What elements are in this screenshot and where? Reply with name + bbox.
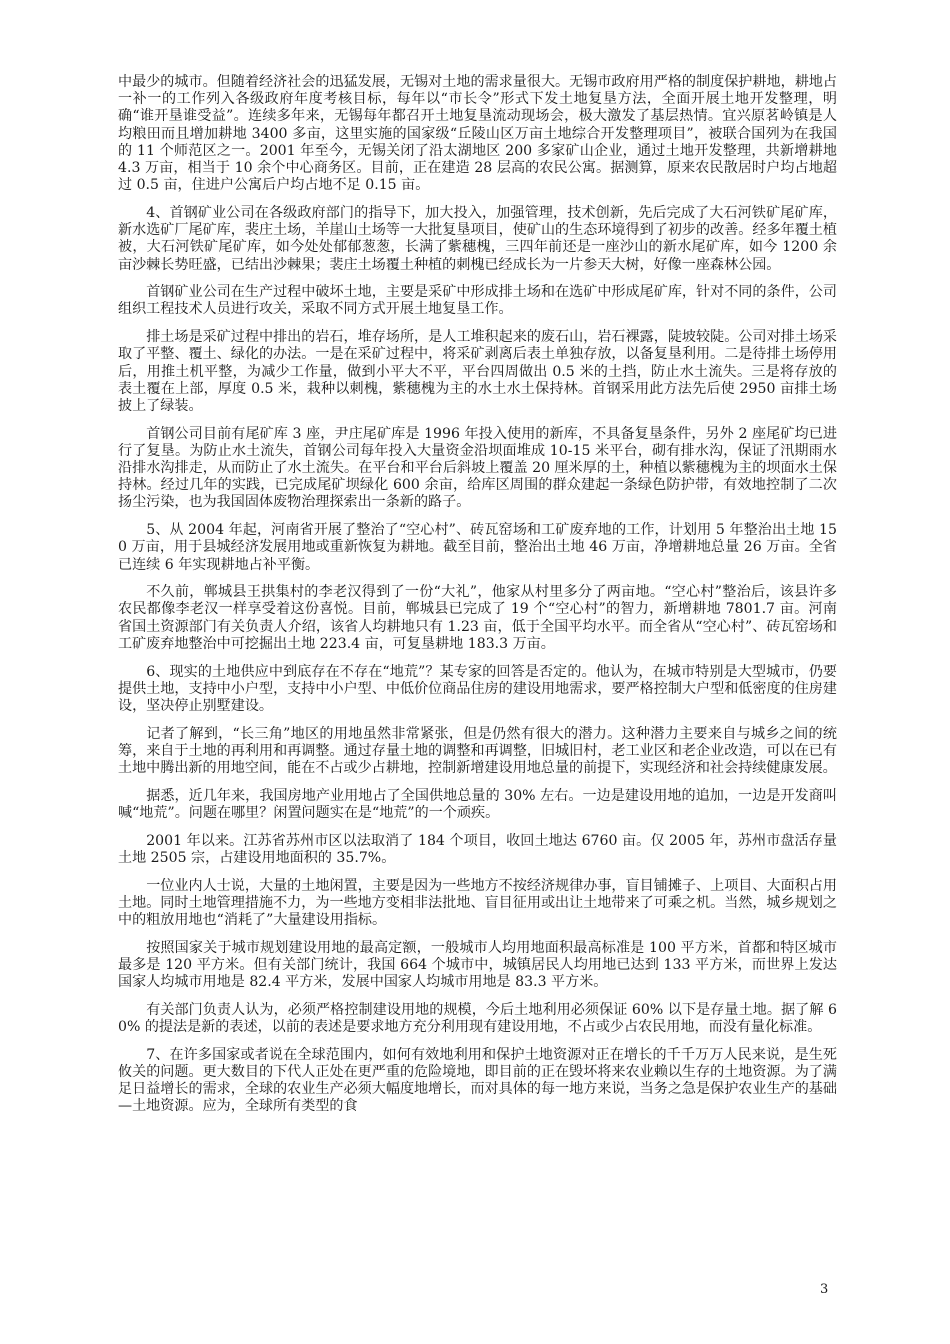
paragraph: 不久前，郸城县王拱集村的李老汉得到了一份“大礼”，他家从村里多分了两亩地。“空心村”整治后，该县许多农民都像李老汉一样享受着这份喜悦。目前，郸城县已完成了 19 个“空心村”的智力，新增耕地 7801.7 亩。河南省国土资源部门有关负责人介绍，该省人均耕地只有 1.23 亩，低于全国平均水平。而全省从“空心村”、砖瓦窑场和工矿废弃地整治中可挖掘出土地 223.4 亩，可复垦耕地 183.3 万亩。	[118, 584, 837, 652]
paragraph-section-7: 7、在许多国家或者说在全球范围内，如何有效地利用和保护土地资源对正在增长的千千万万人民来说，是生死攸关的问题。更大数目的下代人正处在更严重的危险境地，即目前的正在毁坏将来农业赖以生存的土地资源。为了满足日益增长的需求，全球的农业生产必须大幅度地增长，而对具体的每一地方来说，当务之急是保护农业生产的基础—土地资源。应为，全球所有类型的食	[118, 1046, 837, 1115]
document-body	[118, 74, 837, 1126]
paragraph: 2001 年以来。江苏省苏州市区以法取消了 184 个项目，收回土地达 6760 亩。仅 2005 年，苏州市盘活存量土地 2505 宗，占建设用地面积的 35.7%。	[118, 832, 837, 866]
paragraph: 有关部门负责人认为，必须严格控制建设用地的规模，今后土地利用必须保证 60% 以下是存量土地。据了解 60% 的提法是新的表述，以前的表述是要求地方充分利用现有建设用地，不占或少占农民用地，而没有量化标准。	[118, 1001, 837, 1036]
paragraph: 排土场是采矿过程中排出的岩石，堆存场所，是人工堆积起来的废石山，岩石裸露，陡坡较陡。公司对排土场采取了平整、覆土、绿化的办法。一是在采矿过程中，将采矿剥离后表土单独存放，以备复垦利用。二是待排土场停用后，用推土机平整，为减少工作量，做到小平大不平，平台四周做出 0.5 米的土挡，防止水土流失。三是将存放的表土覆在上部，厚度 0.5 米，栽种以刺槐，紫穗槐为主的水土水土保持林。首钢采用此方法先后使 2950 亩排土场披上了绿装。	[118, 329, 837, 414]
paragraph-section-5: 5、从 2004 年起，河南省开展了整治了“空心村”、砖瓦窑场和工矿废弃地的工作，计划用 5 年整治出土地 150 万亩，用于县城经济发展用地或重新恢复为耕地。截至目前，整治出土地 46 万亩，净增耕地总量 26 万亩。全省已连续 6 年实现耕地占补平衡。	[118, 522, 837, 573]
paragraph-continuation: 中最少的城市。但随着经济社会的迅猛发展，无锡对土地的需求量很大。无锡市政府用严格的制度保护耕地，耕地占一补一的工作列入各级政府年度考核目标，每年以“市长令”形式下发土地复垦方法，全面开展土地开发整理，明确“谁开垦谁受益”。连续多年来，无锡每年都召开土地复垦流动现场会，极大激发了基层热情。宜兴原茗岭镇是人均粮田而且增加耕地 3400 多亩，这里实施的国家级“丘陵山区万亩土地综合开发整理项目”，被联合国列为在我国的 11 个师范区之一。2001 年至今，无锡关闭了沿太湖地区 200 多家矿山企业，通过土地开发整理，共新增耕地 4.3 万亩，相当于 10 余个中心商务区。目前，正在建造 28 层高的农民公寓。据测算，原来农民散居时户均占地超过 0.5 亩，住进户公寓后户均占地不足 0.15 亩。	[118, 74, 837, 194]
paragraph: 记者了解到，“长三角”地区的用地虽然非常紧张，但是仍然有很大的潜力。这种潜力主要来自与城乡之间的统筹，来自于土地的再利用和再调整。通过存量土地的调整和再调整，旧城旧村，老工业区和老企业改造，可以在已有土地中腾出新的用地空间，能在不占或少占耕地，控制新增建设用地总量的前提下，实现经济和社会持续健康发展。	[118, 725, 837, 777]
page-number: 3	[820, 1282, 829, 1297]
paragraph: 按照国家关于城市规划建设用地的最高定额，一般城市人均用地面积最高标准是 100 平方米，首都和特区城市最多是 120 平方米。但有关部门统计，我国 664 个城市中，城镇居民人均用地已达到 133 平方米，而世界上发达国家人均城市用地是 82.4 平方米，发展中国家人均城市用地是 83.3 平方米。	[118, 939, 837, 991]
paragraph: 一位业内人士说，大量的土地闲置，主要是因为一些地方不按经济规律办事，盲目铺摊子、上项目、大面积占用土地。同时土地管理措施不力，为一些地方变相非法批地、盲目征用或出让土地带来了可乘之机。当然，城乡规划之中的粗放用地也“消耗了”大量建设用指标。	[118, 877, 837, 929]
paragraph-section-4: 4、首钢矿业公司在各级政府部门的指导下，加大投入，加强管理，技术创新，先后完成了大石河铁矿尾矿库，新水选矿厂尾矿库，裴庄土场，羊崖山土场等一大批复垦项目，使矿山的生态环境得到了初步的改善。经多年覆土植被，大石河铁矿尾矿库，如今处处郁郁葱葱，长满了紫穗槐，三四年前还是一座沙山的新水尾矿库，如今 1200 余亩沙棘长势旺盛，已结出沙棘果；裴庄土场覆土种植的刺槐已经成长为一片参天大树，好像一座森林公园。	[118, 204, 837, 273]
paragraph-section-6: 6、现实的土地供应中到底存在不存在“地荒”？某专家的回答是否定的。他认为，在城市特别是大型城市，仍要提供土地，支持中小户型，支持中小户型、中低价位商品住房的建设用地需求，要严格控制大户型和低密度的住房建设，坚决停止别墅建设。	[118, 663, 837, 714]
paragraph: 首钢矿业公司在生产过程中破坏土地，主要是采矿中形成排土场和在选矿中形成尾矿库，针对不同的条件，公司组织工程技术人员进行攻关，采取不同方式开展土地复垦工作。	[118, 284, 837, 318]
paragraph: 据悉，近几年来，我国房地产业用地占了全国供地总量的 30% 左右。一边是建设用地的追加，一边是开发商叫喊“地荒”。问题在哪里？闲置问题实在是“地荒”的一个顽疾。	[118, 787, 837, 822]
paragraph: 首钢公司目前有尾矿库 3 座，尹庄尾矿库是 1996 年投入使用的新库，不具备复垦条件，另外 2 座尾矿均已进行了复垦。为防止水土流失，首钢公司每年投入大量资金沿坝面堆成 10-15 米平台，砌有排水沟，保证了汛期雨水沿排水沟排走，从而防止了水土流失。在平台和平台后斜坡上覆盖 20 厘米厚的土，种植以紫穗槐为主的坝面水土保持林。经过几年的实践，已完成尾矿坝绿化 600 余亩，给库区周围的群众建起一条绿色防护带，有效地控制了二次扬尘污染，也为我国固体废物治理探索出一条新的路子。	[118, 425, 837, 511]
